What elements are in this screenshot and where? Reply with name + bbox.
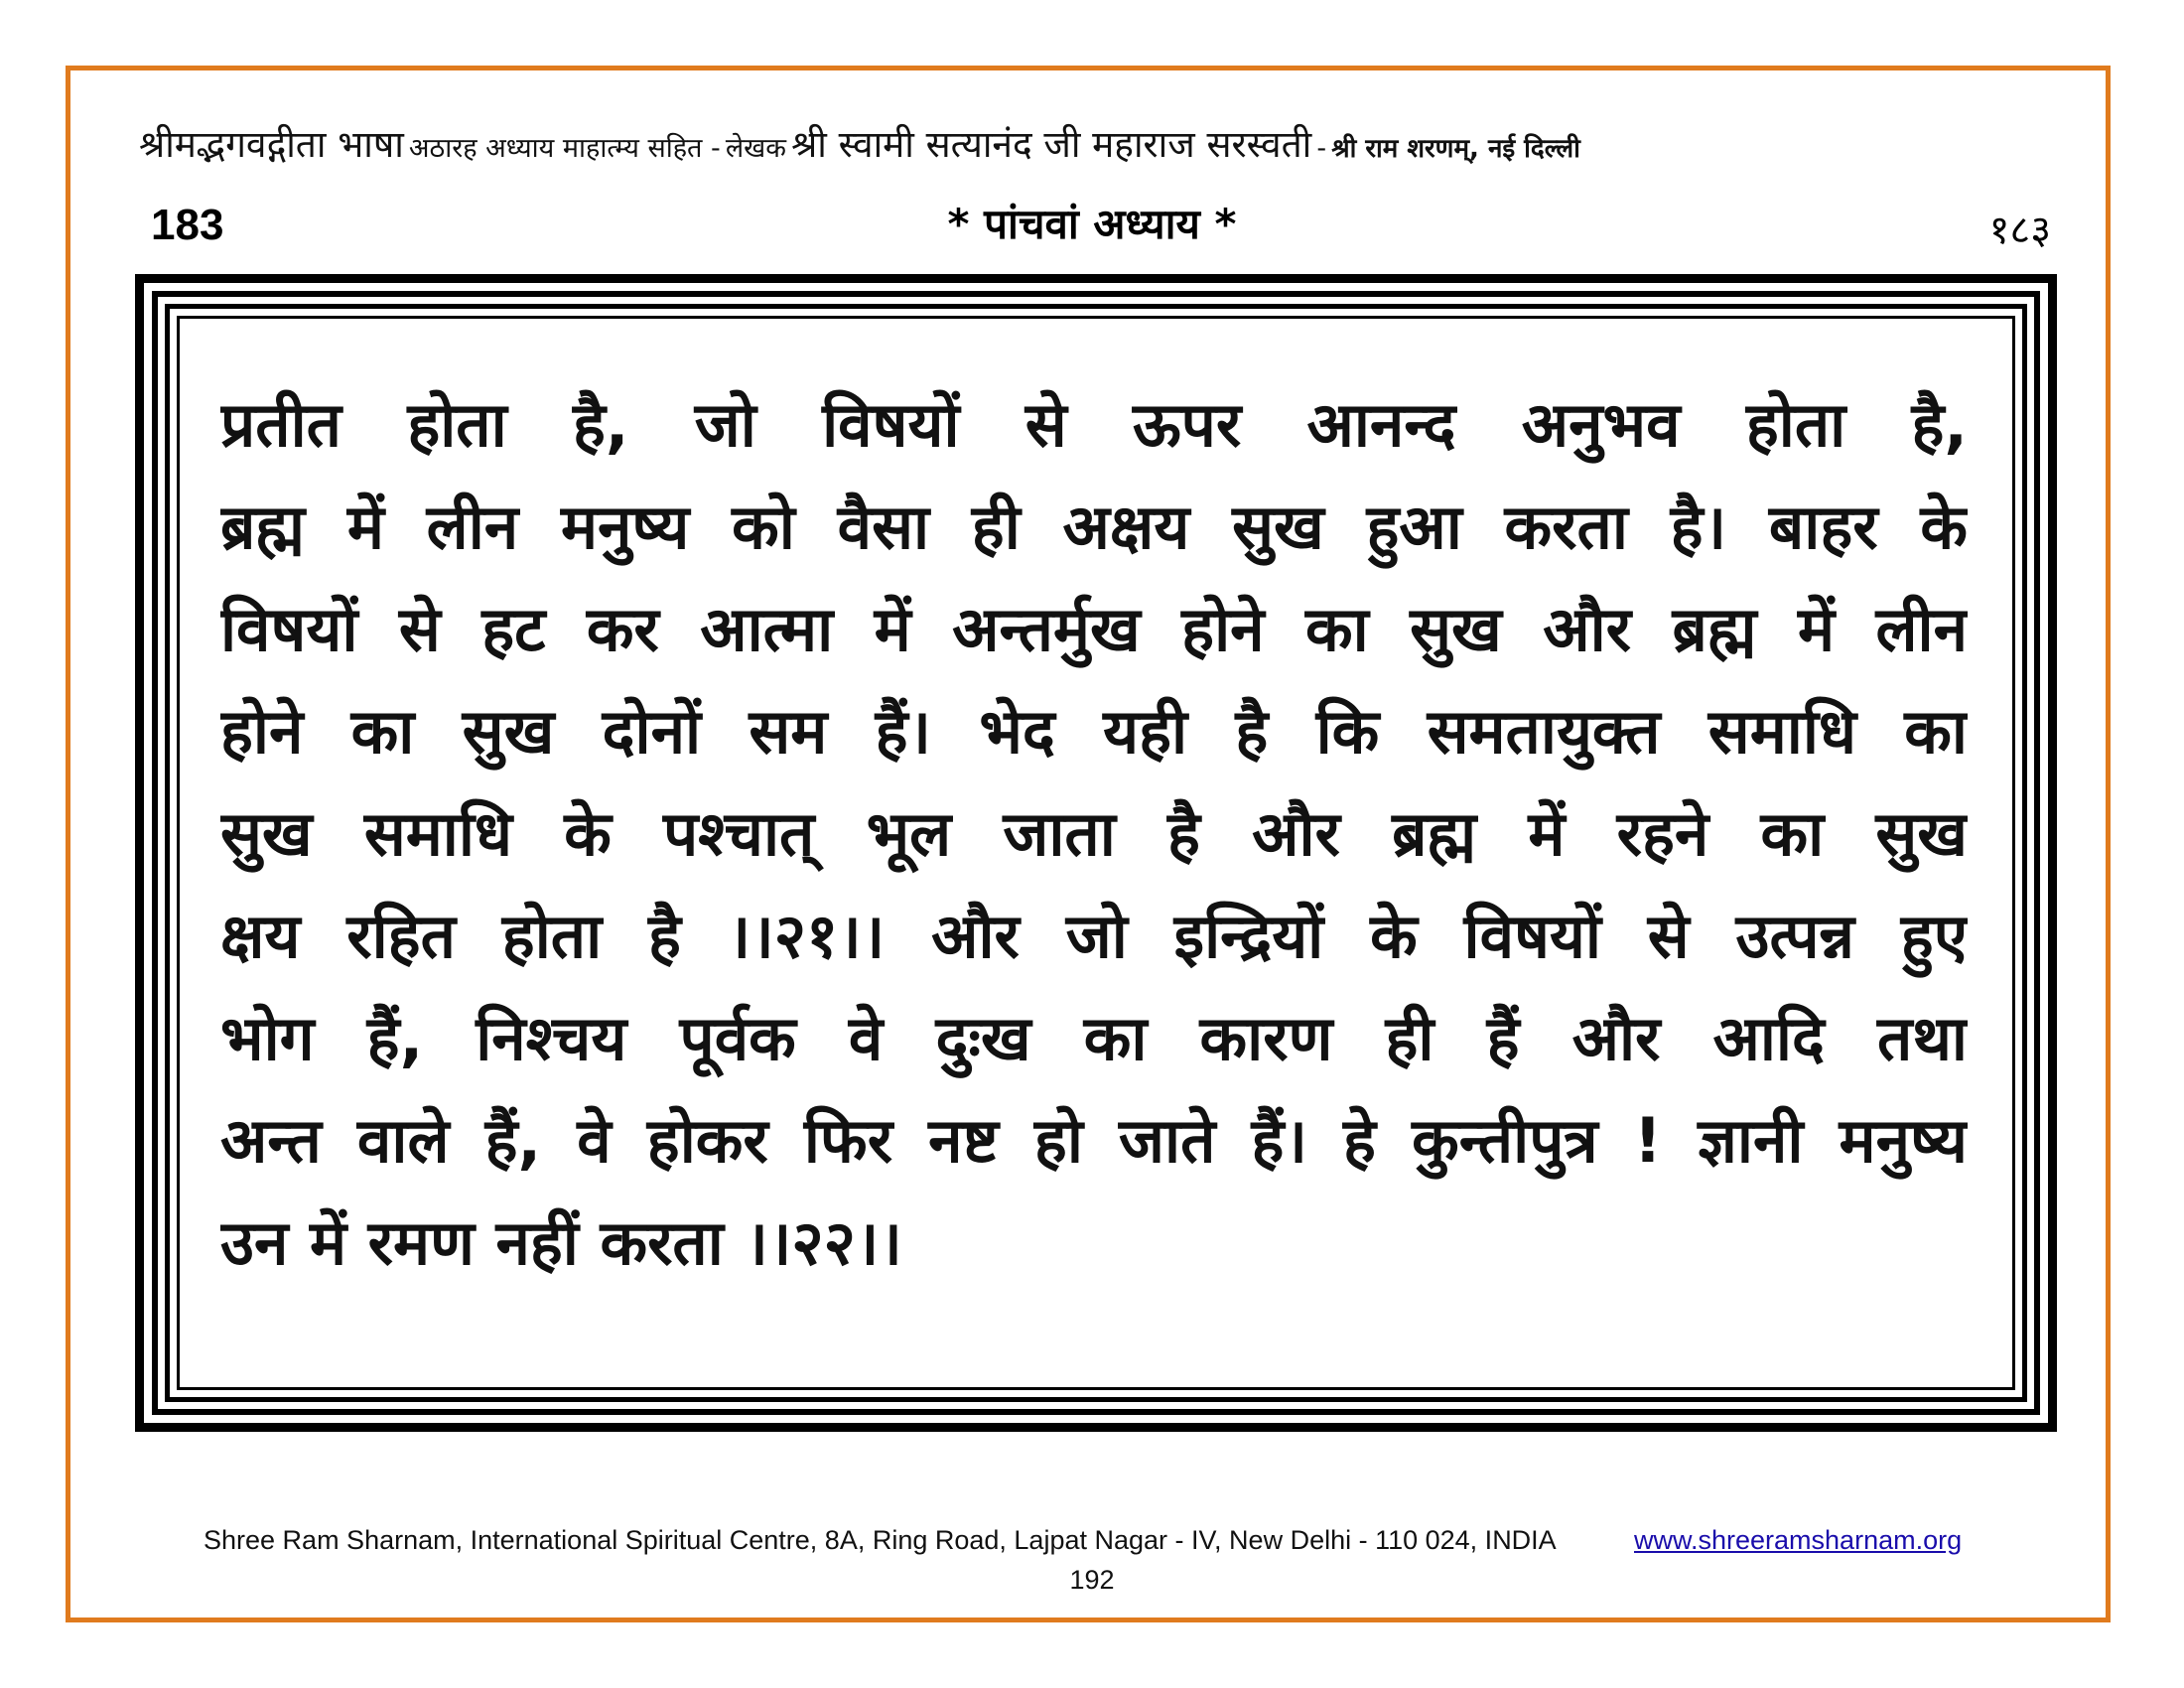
text-line: होने का सुख दोनों सम हैं। भेद यही है कि समतायुक्त समाधि का [220,695,1968,768]
text-line: भोग हैं, निश्चय पूर्वक वे दुःख का कारण ही हैं और आदि तथा [220,1002,1968,1074]
header-subtitle: अठारह अध्याय माहात्म्य सहित - [408,133,721,164]
book-title: श्रीमद्भगवद्गीता भाषा [139,123,404,166]
text-line: उन में रमण नहीं करता ।।२२।। [220,1206,902,1279]
author-name: श्री स्वामी सत्यानंद जी महाराज सरस्वती [791,123,1312,166]
footer-address: Shree Ram Sharnam, International Spiritual Centre, 8A, Ring Road, Lajpat Nagar - IV, New Delhi - 110 024, INDIA [204,1525,1557,1555]
text-line: ब्रह्म में लीन मनुष्य को वैसा ही अक्षय सुख हुआ करता है। बाहर के [220,491,1968,563]
chapter-title: * पांचवां अध्याय * [947,200,1237,248]
text-line: सुख समाधि के पश्चात् भूल जाता है और ब्रह्म में रहने का सुख [220,797,1968,870]
text-line: विषयों से हट कर आत्मा में अन्तर्मुख होने का सुख और ब्रह्म में लीन [220,593,1968,665]
text-line: क्षय रहित होता है ।।२१।। और जो इन्द्रियों के विषयों से उत्पन्न हुए [220,900,1968,972]
page-number-devanagari: १८३ [1988,208,2051,253]
page-number-latin: 183 [151,201,224,249]
text-line: अन्त वाले हैं, वे होकर फिर नष्ट हो जाते हैं। हे कुन्तीपुत्र ! ज्ञानी मनुष्य [220,1104,1968,1177]
footer-page-number: 192 [1069,1565,1115,1595]
verse-commentary-text [220,373,1968,1294]
text-line: प्रतीत होता है, जो विषयों से ऊपर आनन्द अनुभव होता है, [220,388,1968,461]
header-separator: - [1316,133,1327,164]
author-prefix: लेखक [725,133,786,164]
publisher-name: श्री राम शरणम्, नई दिल्ली [1331,134,1580,164]
running-header [139,117,2055,168]
website-link[interactable]: www.shreeramsharnam.org [1634,1525,1963,1555]
